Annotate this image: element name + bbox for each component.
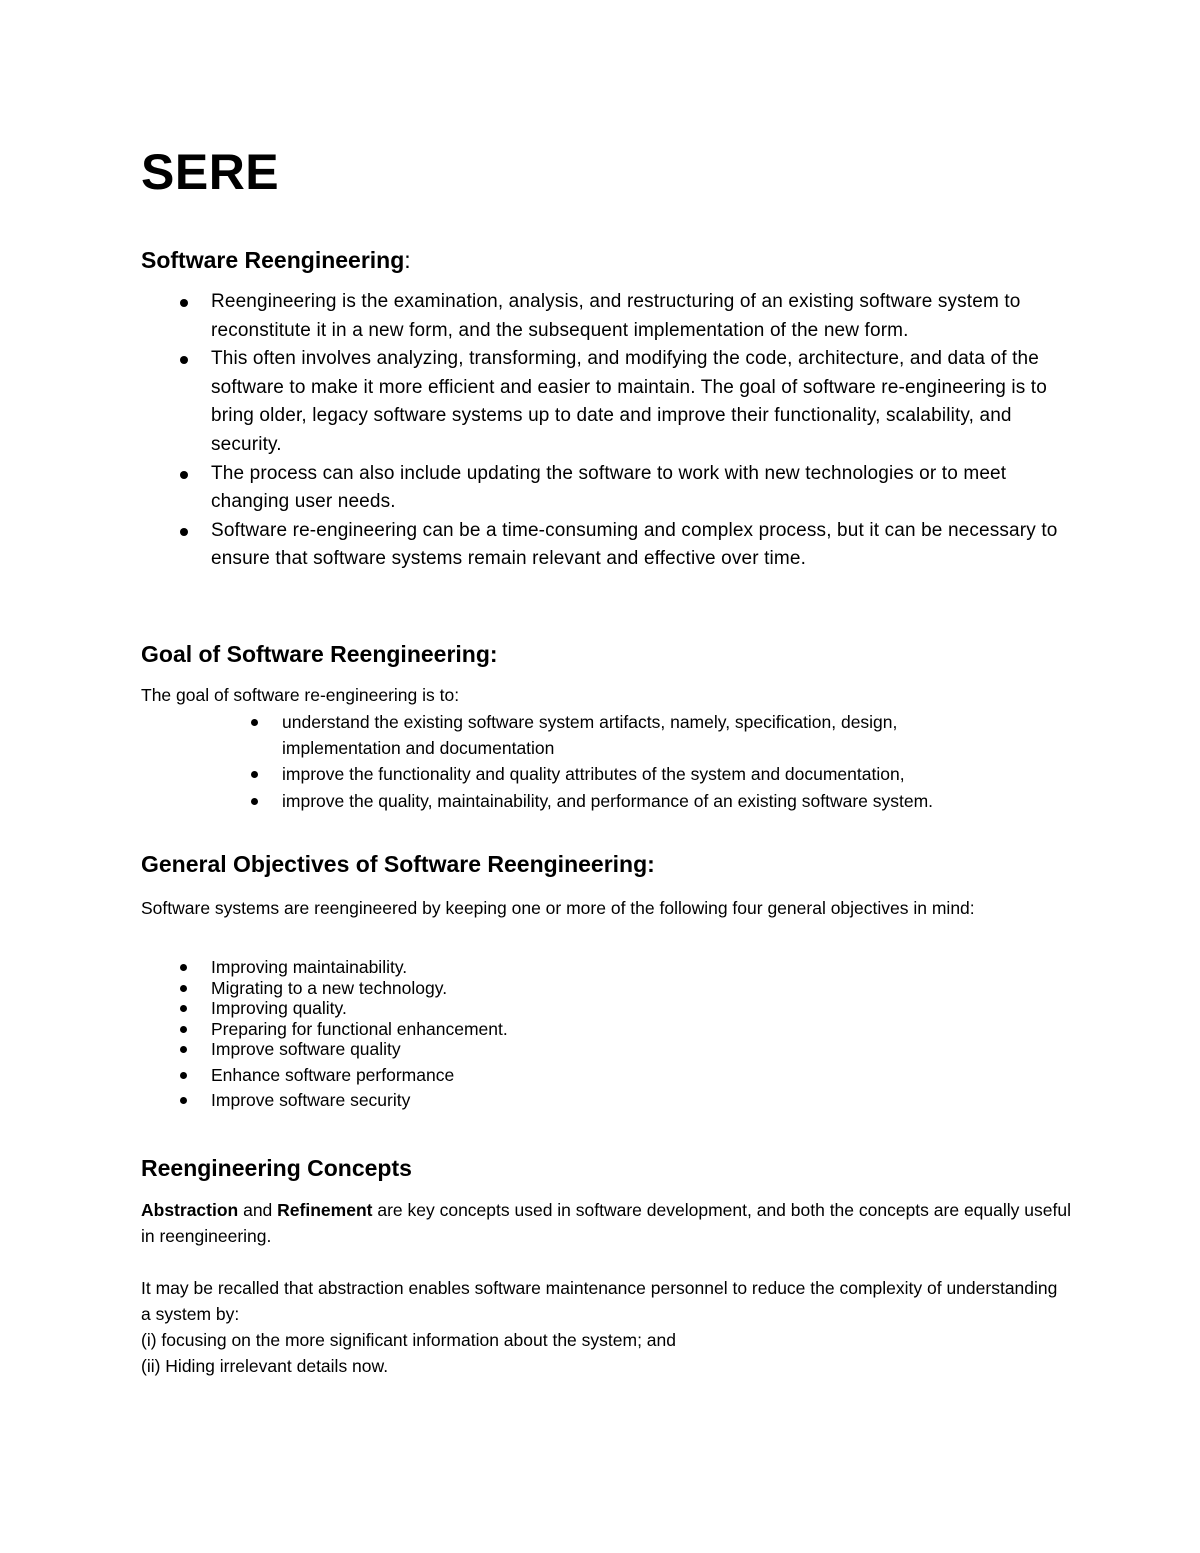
bullet-dot-icon <box>180 1005 187 1012</box>
bullet-dot-icon <box>180 964 187 971</box>
list-item-text: Improving quality. <box>211 998 347 1018</box>
list-item <box>211 288 1061 345</box>
list-item <box>211 1065 1011 1086</box>
list-item <box>211 1019 1011 1040</box>
heading-text: Software Reengineering <box>141 247 405 273</box>
heading-goal: Goal of Software Reengineering: <box>141 641 498 667</box>
list-item-text: improve the quality, maintainability, and performance of an existing software system. <box>282 790 934 811</box>
bullet-dot-icon <box>180 1046 187 1053</box>
goal-bullet-list <box>282 710 1002 815</box>
goal-intro: The goal of software re-engineering is to: <box>141 685 460 705</box>
bullet-dot-icon <box>251 719 258 726</box>
bullet-dot-icon <box>180 471 188 479</box>
conjunction-text: and <box>238 1200 278 1220</box>
objectives-bullet-list <box>211 957 1011 1111</box>
bullet-dot-icon <box>180 1026 187 1033</box>
paragraph-line: (ii) Hiding irrelevant details now. <box>141 1356 389 1376</box>
bullet-dot-icon <box>180 356 188 364</box>
list-item-text: Improve software quality <box>211 1039 401 1059</box>
list-item <box>211 998 1011 1019</box>
bullet-dot-icon <box>180 1072 187 1079</box>
objectives-intro: Software systems are reengineered by keeping one or more of the following four general objectives in mind: <box>141 898 975 918</box>
list-item <box>211 1090 1011 1111</box>
list-item <box>282 710 1002 761</box>
heading-colon: : <box>404 247 411 273</box>
bullet-dot-icon <box>251 798 258 805</box>
reengineering-bullet-list <box>211 288 1061 574</box>
term-refinement: Refinement <box>277 1200 373 1220</box>
list-item <box>211 517 1061 574</box>
bullet-dot-icon <box>251 771 258 778</box>
list-item-text: Migrating to a new technology. <box>211 977 448 998</box>
heading-software-reengineering <box>141 246 411 274</box>
concepts-paragraph-1 <box>141 1197 1071 1249</box>
list-item <box>211 345 1061 459</box>
paragraph-rest: are key concepts used in software development, and both the concepts are equally useful in reengineering. <box>141 1200 1071 1246</box>
list-item <box>211 957 1011 978</box>
list-item-text: Preparing for functional enhancement. <box>211 1018 508 1039</box>
bullet-dot-icon <box>180 985 187 992</box>
bullet-dot-icon <box>180 528 188 536</box>
bullet-dot-icon <box>180 1097 187 1104</box>
list-item <box>211 460 1061 517</box>
concepts-paragraph-2 <box>141 1275 1071 1379</box>
paragraph-line: (i) focusing on the more significant information about the system; and <box>141 1330 676 1350</box>
list-item <box>282 789 1002 815</box>
list-item <box>282 762 1002 788</box>
list-item-text: Software re-engineering can be a time-consuming and complex process, but it can be necessary to ensure that software systems remain relevant and effective over time. <box>211 519 1058 570</box>
list-item-text: This often involves analyzing, transforming, and modifying the code, architecture, and data of the software to make it more efficient and easier to maintain. The goal of software re-engineering is to bring older, legacy software systems up to date and improve their functionality, scalability, and security. <box>211 348 1047 455</box>
list-item-text: The process can also include updating the software to work with new technologies or to meet changing user needs. <box>211 462 1007 513</box>
list-item-text: Improving maintainability. <box>211 957 408 977</box>
list-item-text: understand the existing software system artifacts, namely, specification, design, implementation and documentation <box>282 712 898 758</box>
document-title: SERE <box>141 144 280 200</box>
paragraph-line: It may be recalled that abstraction enables software maintenance personnel to reduce the complexity of understanding a system by: <box>141 1278 1058 1324</box>
list-item <box>211 978 1011 999</box>
heading-general-objectives: General Objectives of Software Reengineering: <box>141 851 655 877</box>
list-item-text: Reengineering is the examination, analysis, and restructuring of an existing software system to reconstitute it in a new form, and the subsequent implementation of the new form. <box>211 291 1021 341</box>
list-item-text: improve the functionality and quality attributes of the system and documentation, <box>282 764 905 784</box>
list-item-text: Enhance software performance <box>211 1064 455 1085</box>
heading-reengineering-concepts: Reengineering Concepts <box>141 1155 412 1181</box>
list-item <box>211 1039 1011 1060</box>
list-item-text: Improve software security <box>211 1090 411 1110</box>
bullet-dot-icon <box>180 299 188 307</box>
term-abstraction: Abstraction <box>141 1200 239 1220</box>
